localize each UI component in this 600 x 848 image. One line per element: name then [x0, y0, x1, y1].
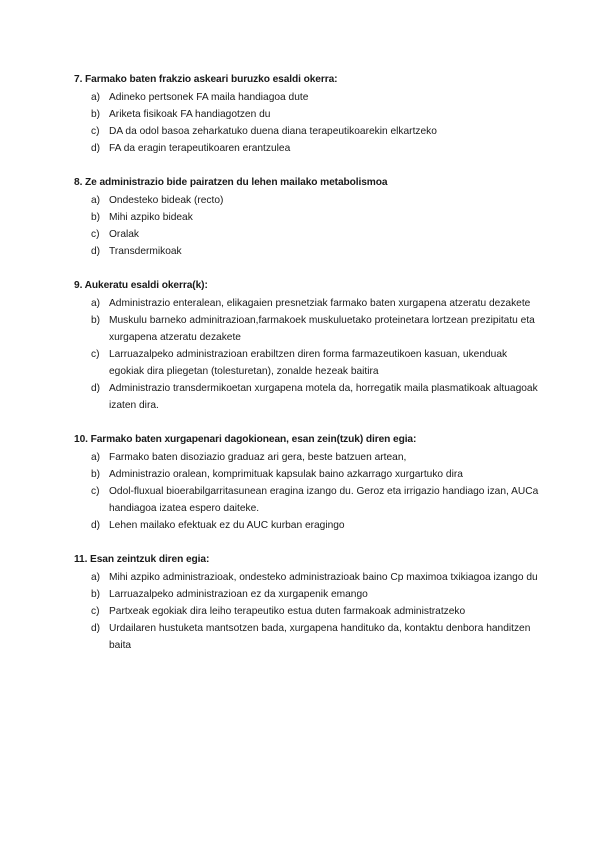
option-text: Urdailaren hustuketa mantsotzen bada, xurgapena handituko da, kontaktu denbora handitzen baita — [109, 623, 531, 651]
option-text: Odol-fluxual bioerabilgarritasunean eragina izango du. Geroz eta irrigazio handiago izan, AUCa handiagoa izatea espero daiteke. — [109, 486, 539, 514]
option-text: Ondesteko bideak (recto) — [109, 195, 224, 206]
option-text: Adineko pertsonek FA maila handiagoa dute — [109, 92, 309, 103]
option-text: Administrazio transdermikoetan xurgapena motela da, horregatik maila plasmatikoak altuagoak izaten dira. — [109, 383, 538, 411]
option-b — [74, 586, 540, 603]
option-text: FA da eragin terapeutikoaren erantzulea — [109, 143, 291, 154]
question-title: 9. Aukeratu esaldi okerra(k): — [74, 280, 208, 291]
option-d — [74, 243, 540, 260]
option-letter: a) — [91, 298, 101, 309]
question-9 — [74, 277, 540, 414]
option-d — [74, 517, 540, 534]
option-b — [74, 209, 540, 226]
question-11 — [74, 551, 540, 654]
option-text: Muskulu barneko adminitrazioan,farmakoek muskuluetako proteinetara lortzean prezipitatu eta xurgapena atzeratu dezakete — [109, 315, 535, 343]
option-a — [74, 89, 540, 106]
option-b — [74, 106, 540, 123]
option-letter: b) — [91, 212, 101, 223]
option-b — [74, 466, 540, 483]
option-list — [74, 192, 540, 260]
option-text: Mihi azpiko administrazioak, ondesteko administrazioak baino Cp maximoa txikiagoa izango du — [109, 572, 538, 583]
option-c — [74, 346, 540, 380]
option-list — [74, 569, 540, 654]
question-8 — [74, 174, 540, 260]
question-10 — [74, 431, 540, 534]
option-letter: c) — [91, 126, 100, 137]
option-letter: a) — [91, 572, 101, 583]
option-text: Farmako baten disoziazio graduaz ari gera, beste batzuen artean, — [109, 452, 407, 463]
option-letter: b) — [91, 469, 101, 480]
option-a — [74, 295, 540, 312]
option-b — [74, 312, 540, 346]
option-letter: c) — [91, 606, 100, 617]
option-text: Ariketa fisikoak FA handiagotzen du — [109, 109, 271, 120]
option-list — [74, 449, 540, 534]
option-letter: b) — [91, 589, 101, 600]
option-c — [74, 483, 540, 517]
question-title: 8. Ze administrazio bide pairatzen du lehen mailako metabolismoa — [74, 177, 388, 188]
option-a — [74, 192, 540, 209]
option-text: Larruazalpeko administrazioan ez da xurgapenik emango — [109, 589, 368, 600]
option-letter: a) — [91, 92, 101, 103]
option-text: Administrazio enteralean, elikagaien presnetziak farmako baten xurgapena atzeratu dezakete — [109, 298, 531, 309]
option-letter: c) — [91, 349, 100, 360]
option-d — [74, 140, 540, 157]
option-text: Mihi azpiko bideak — [109, 212, 193, 223]
option-text: Larruazalpeko administrazioan erabiltzen diren forma farmazeutikoen kasuan, ukenduak egokiak dira pliegetan (tolesturetan), zonalde hezeak baitira — [109, 349, 508, 377]
option-letter: d) — [91, 520, 101, 531]
option-list — [74, 89, 540, 157]
option-a — [74, 449, 540, 466]
option-a — [74, 569, 540, 586]
question-title: 10. Farmako baten xurgapenari dagokionean, esan zein(tzuk) diren egia: — [74, 434, 417, 445]
option-letter: a) — [91, 195, 101, 206]
option-d — [74, 380, 540, 414]
option-d — [74, 620, 540, 654]
option-letter: b) — [91, 315, 101, 326]
option-letter: d) — [91, 383, 101, 394]
option-c — [74, 603, 540, 620]
option-letter: c) — [91, 229, 100, 240]
option-c — [74, 123, 540, 140]
option-letter: d) — [91, 246, 101, 257]
option-letter: b) — [91, 109, 101, 120]
option-letter: d) — [91, 623, 101, 634]
question-7 — [74, 71, 540, 157]
question-title: 11. Esan zeintzuk diren egia: — [74, 554, 210, 565]
option-c — [74, 226, 540, 243]
option-text: Lehen mailako efektuak ez du AUC kurban eragingo — [109, 520, 345, 531]
option-letter: a) — [91, 452, 101, 463]
option-text: Oralak — [109, 229, 140, 240]
option-text: Transdermikoak — [109, 246, 182, 257]
option-letter: c) — [91, 486, 100, 497]
option-letter: d) — [91, 143, 101, 154]
option-text: Administrazio oralean, komprimituak kapsulak baino azkarrago xurgartuko dira — [109, 469, 463, 480]
option-list — [74, 295, 540, 414]
question-title: 7. Farmako baten frakzio askeari buruzko esaldi okerra: — [74, 74, 338, 85]
option-text: Partxeak egokiak dira leiho terapeutiko estua duten farmakoak administratzeko — [109, 606, 466, 617]
option-text: DA da odol basoa zeharkatuko duena diana terapeutikoarekin elkartzeko — [109, 126, 437, 137]
